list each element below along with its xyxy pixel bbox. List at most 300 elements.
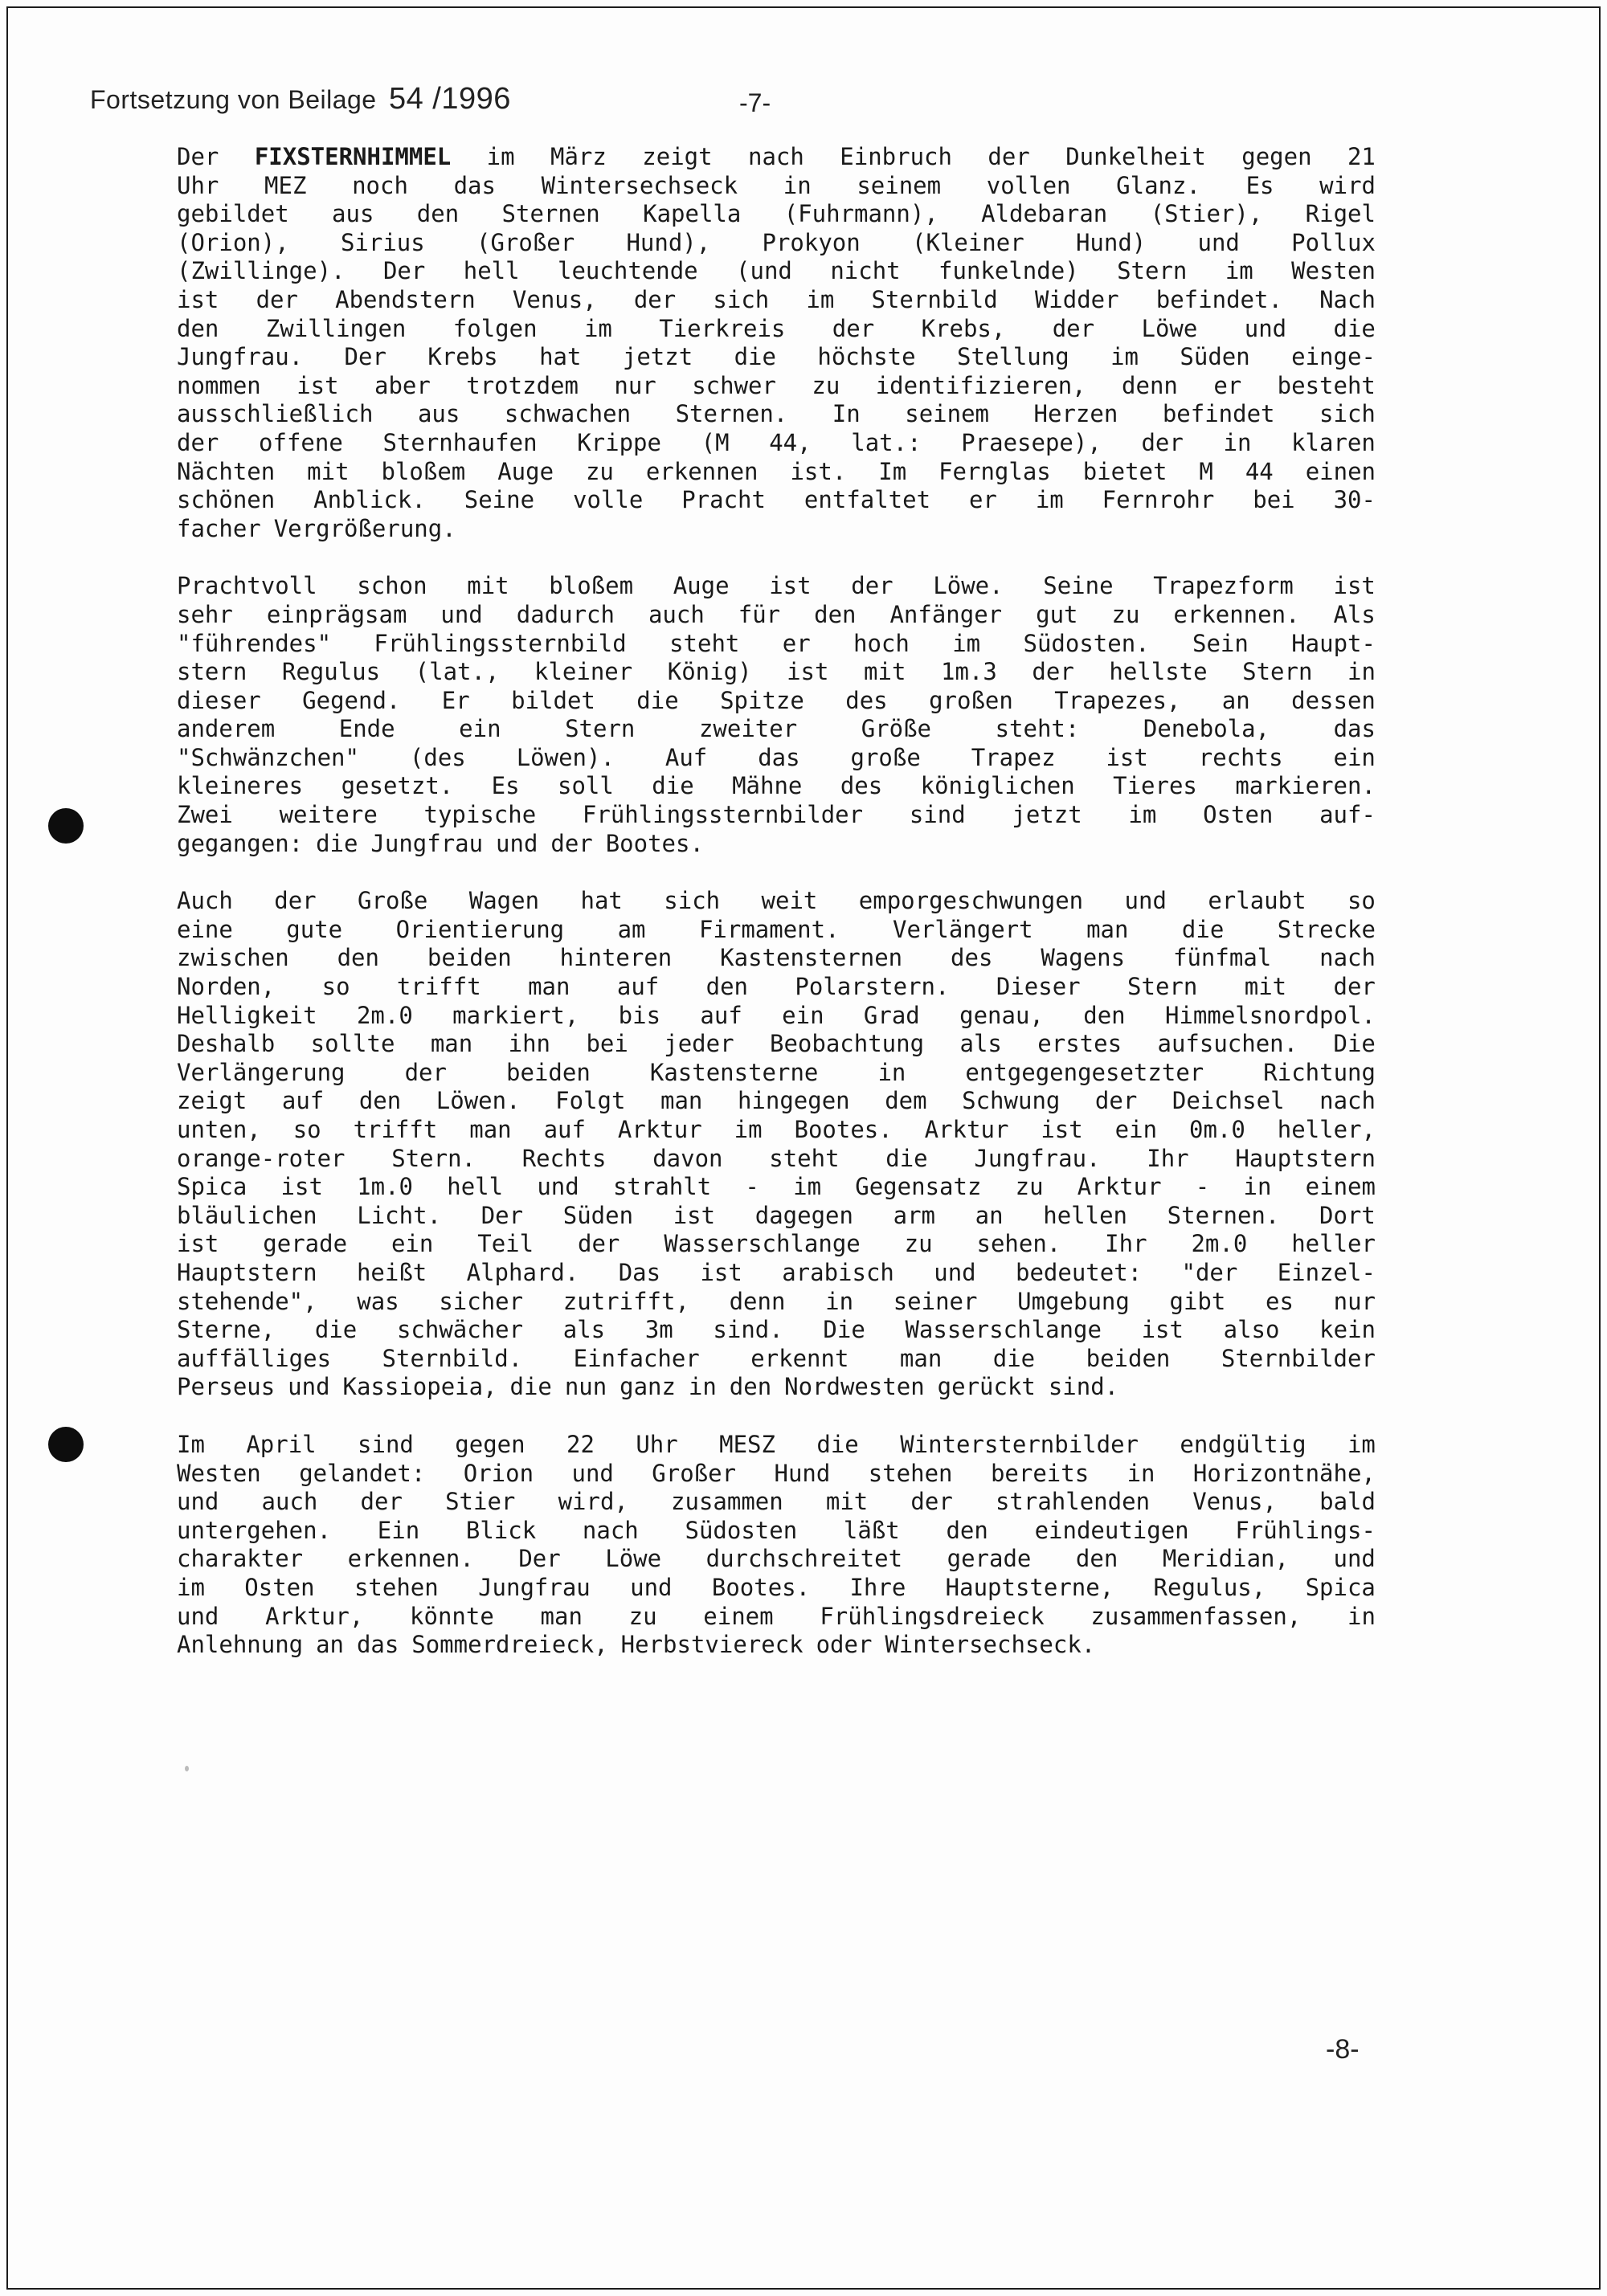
- word: und: [934, 1258, 976, 1286]
- word: sind.: [1048, 1373, 1119, 1401]
- word: Regulus,: [1153, 1573, 1266, 1601]
- word: Bootes.: [711, 1573, 811, 1601]
- word: Trapezes,: [1054, 686, 1181, 714]
- word: Osten: [244, 1573, 315, 1601]
- word: orange-roter: [177, 1144, 346, 1172]
- word: befindet.: [1155, 285, 1282, 313]
- text-line: [177, 1288, 1376, 1317]
- word: eindeutigen: [1034, 1516, 1189, 1544]
- word: den: [814, 600, 857, 628]
- word: Frühlingsdreieck: [820, 1602, 1045, 1630]
- word: Sternen.: [1167, 1201, 1280, 1229]
- word: facher: [177, 514, 261, 542]
- word: bedeutet:: [1015, 1258, 1143, 1286]
- word: und: [630, 1573, 673, 1601]
- word: Ihr: [1147, 1144, 1189, 1172]
- word: Perseus: [177, 1373, 276, 1401]
- word: gegen: [455, 1430, 525, 1458]
- word: des: [845, 686, 888, 714]
- word: Grad: [863, 1001, 920, 1029]
- word: Zwei: [177, 801, 233, 829]
- word: schwachen: [504, 400, 632, 428]
- word: so: [321, 973, 350, 1001]
- word: Kapella: [643, 200, 742, 228]
- word: Große: [358, 887, 428, 915]
- punch-hole-lower: [48, 1427, 84, 1462]
- word: auf: [616, 973, 660, 1001]
- word: den: [177, 314, 219, 342]
- word: einem: [1305, 1173, 1376, 1201]
- word: königlichen: [920, 772, 1075, 800]
- word: untergehen.: [177, 1516, 332, 1544]
- word: Stern.: [391, 1144, 476, 1172]
- paragraph: [177, 1431, 1376, 1660]
- word: steht: [769, 1144, 840, 1172]
- text-line: [177, 772, 1376, 801]
- word: Im: [878, 457, 907, 485]
- word: trotzdem: [466, 371, 579, 399]
- word: Sternen.: [675, 400, 788, 428]
- word: und: [571, 1459, 614, 1487]
- word: MESZ: [719, 1430, 775, 1458]
- word: davon: [652, 1144, 723, 1172]
- word: steht:: [995, 715, 1080, 743]
- word: Sein: [1192, 629, 1249, 657]
- word: als: [562, 1316, 606, 1344]
- word: Helligkeit: [177, 1001, 317, 1029]
- word: Der: [382, 257, 426, 285]
- word: und: [1124, 887, 1167, 915]
- word: zu: [1015, 1173, 1044, 1201]
- word: Südosten.: [1023, 629, 1150, 657]
- word: Pollux: [1291, 228, 1376, 256]
- word: in: [783, 171, 812, 199]
- word: Süden: [562, 1201, 634, 1229]
- word: schwächer: [396, 1316, 524, 1344]
- text-line: [177, 601, 1376, 630]
- word: Der: [177, 143, 219, 170]
- word: auch: [261, 1488, 318, 1516]
- word: Himmelsnordpol.: [1165, 1001, 1376, 1029]
- word: sich: [713, 285, 770, 313]
- text-line: [177, 1631, 1376, 1660]
- word: gebildet: [177, 200, 289, 228]
- word: trifft: [396, 973, 481, 1001]
- text-line: [177, 229, 1376, 258]
- word: Es: [1245, 171, 1274, 199]
- word: arabisch: [782, 1258, 894, 1286]
- word: in: [877, 1058, 906, 1086]
- word: und: [177, 1488, 219, 1516]
- text-line: [177, 572, 1376, 601]
- word: man: [469, 1116, 512, 1143]
- word: Arktur: [617, 1116, 702, 1143]
- word: Sirius: [340, 228, 425, 256]
- word: der: [910, 1488, 953, 1516]
- word: Pracht: [681, 486, 766, 514]
- word: Die: [1333, 1030, 1376, 1058]
- word: kleineres: [177, 772, 304, 800]
- word: durchschreitet: [705, 1545, 903, 1573]
- text-line: [177, 1030, 1376, 1059]
- word: Umgebung: [1017, 1287, 1130, 1315]
- word: schwer: [692, 371, 776, 399]
- word: sehr: [177, 600, 233, 628]
- word: Haupt-: [1291, 629, 1376, 657]
- word: identifizieren,: [875, 371, 1086, 399]
- word: ist: [1141, 1316, 1184, 1344]
- word: Mähne: [732, 772, 803, 800]
- word: Firmament.: [698, 915, 840, 943]
- word: Hauptstern: [177, 1258, 317, 1286]
- word: in: [1223, 428, 1252, 456]
- word: März: [550, 143, 607, 170]
- word: Horizontnähe,: [1192, 1459, 1376, 1487]
- word: Venus,: [512, 285, 597, 313]
- word: 21: [1347, 143, 1376, 170]
- word: hoch: [853, 629, 910, 657]
- word: bis: [618, 1001, 661, 1029]
- word: nicht: [830, 257, 901, 285]
- word: an: [316, 1631, 344, 1659]
- word: erkennen: [645, 457, 759, 485]
- text-line: [177, 143, 1376, 172]
- word: Seine: [464, 486, 535, 514]
- word: in: [1243, 1173, 1272, 1201]
- word: und: [1197, 228, 1240, 256]
- text-line: [177, 1431, 1376, 1460]
- word: den: [1083, 1001, 1126, 1029]
- word: Schwung: [962, 1087, 1061, 1115]
- word: Bootes.: [794, 1116, 893, 1143]
- word: also: [1223, 1316, 1280, 1344]
- word: stehen: [354, 1573, 439, 1601]
- word: der: [578, 1230, 620, 1258]
- word: In: [832, 400, 861, 428]
- word: Krebs: [427, 343, 498, 371]
- word: Frühlings-: [1235, 1516, 1376, 1544]
- word: Ihr: [1105, 1230, 1147, 1258]
- word: Zwillingen: [265, 314, 407, 342]
- text-line: [177, 1545, 1376, 1574]
- punch-hole-upper: [48, 808, 84, 844]
- article-body: [177, 143, 1376, 1689]
- word: nach: [582, 1516, 639, 1544]
- text-line: [177, 429, 1376, 458]
- text-line: [177, 172, 1376, 201]
- word: hellste: [1109, 658, 1208, 686]
- word: aber: [374, 371, 431, 399]
- word: Teil: [477, 1230, 534, 1258]
- word: erstes: [1037, 1030, 1122, 1058]
- word: der: [1141, 428, 1184, 456]
- word: der: [256, 285, 298, 313]
- word: Aldebaran: [981, 200, 1108, 228]
- word: Ihre: [849, 1573, 906, 1601]
- word: M: [1199, 457, 1213, 485]
- word: ganz: [619, 1373, 676, 1401]
- word: Wasserschlange: [664, 1230, 861, 1258]
- word: Norden,: [177, 973, 276, 1001]
- paragraph: [177, 887, 1376, 1402]
- word: im: [734, 1116, 763, 1143]
- word: Stern: [1117, 257, 1188, 285]
- text-line: [177, 400, 1376, 429]
- word: Rechts: [521, 1144, 607, 1172]
- word: Kassiopeia,: [342, 1373, 497, 1401]
- word: Rigel: [1305, 200, 1376, 228]
- word: Hund): [1075, 228, 1147, 256]
- word: (M: [701, 428, 730, 456]
- text-line: [177, 343, 1376, 372]
- word: MEZ: [264, 171, 307, 199]
- word: er: [1213, 371, 1242, 399]
- word: 2m.0: [356, 1001, 413, 1029]
- word: leuchtende: [558, 257, 698, 285]
- word: sicher: [439, 1287, 524, 1315]
- word: Stern: [1127, 973, 1198, 1001]
- word: der: [274, 887, 317, 915]
- word: 44: [1245, 457, 1274, 485]
- word: sich: [664, 887, 721, 915]
- word: ist: [296, 371, 339, 399]
- word: Sterne,: [177, 1316, 276, 1344]
- word: lat.:: [851, 428, 922, 456]
- word: König): [667, 658, 752, 686]
- word: vollen: [986, 171, 1071, 199]
- word: kein: [1319, 1316, 1376, 1344]
- word: erlaubt: [1208, 887, 1306, 915]
- word: 2m.0: [1191, 1230, 1248, 1258]
- word: den: [416, 200, 460, 228]
- word: Er: [441, 686, 470, 714]
- word: sollte: [310, 1030, 395, 1058]
- text-line: [177, 687, 1376, 716]
- word: Einbruch: [840, 143, 952, 170]
- word: Spica: [177, 1173, 247, 1201]
- text-line: [177, 630, 1376, 659]
- word: stern: [177, 658, 247, 686]
- word: hell: [447, 1173, 504, 1201]
- word: Folgt: [555, 1087, 626, 1115]
- word: seinem: [857, 171, 942, 199]
- word: -: [1195, 1173, 1210, 1201]
- word: besteht: [1277, 371, 1376, 399]
- word: fünfmal: [1173, 944, 1272, 972]
- word: die: [1333, 314, 1376, 342]
- word: wird: [1319, 171, 1376, 199]
- word: ist: [1106, 743, 1148, 771]
- word: Jungfrau: [370, 829, 484, 857]
- word: Wagens: [1041, 944, 1126, 972]
- word: rechts: [1198, 743, 1283, 771]
- word: den: [705, 973, 749, 1001]
- word: dessen: [1291, 686, 1376, 714]
- word: Ein: [377, 1516, 420, 1544]
- word: einprägsam: [266, 600, 407, 628]
- word: der: [988, 143, 1030, 170]
- word: markieren.: [1235, 772, 1376, 800]
- word: anderem: [177, 715, 276, 743]
- word: für: [738, 600, 781, 628]
- word: das: [453, 171, 496, 199]
- word: Die: [823, 1316, 865, 1344]
- word: Arktur,: [265, 1602, 364, 1630]
- word: ein: [1114, 1116, 1158, 1143]
- word: ist: [177, 285, 219, 313]
- word: gerückt: [937, 1373, 1036, 1401]
- text-line: [177, 1316, 1376, 1345]
- word: gibt: [1169, 1287, 1226, 1315]
- word: erkennt: [750, 1344, 849, 1372]
- word: man: [899, 1344, 943, 1372]
- word: das: [758, 743, 800, 771]
- text-line: [177, 1603, 1376, 1632]
- word: den: [946, 1516, 988, 1544]
- word: nach: [1319, 1087, 1376, 1115]
- word: schönen: [177, 486, 276, 514]
- word: man: [1086, 915, 1129, 943]
- word: typische: [423, 801, 537, 829]
- word: -: [745, 1173, 759, 1201]
- text-line: [177, 1259, 1376, 1288]
- word: zusammen: [671, 1488, 783, 1516]
- word: einen: [1305, 457, 1376, 485]
- word: Bootes.: [605, 829, 704, 857]
- word: April: [246, 1430, 317, 1458]
- word: Uhr: [636, 1430, 678, 1458]
- text-line: [177, 315, 1376, 344]
- word: Stellung: [957, 343, 1069, 371]
- word: der: [177, 428, 219, 456]
- word: entfaltet: [804, 486, 931, 514]
- word: Einzel-: [1277, 1258, 1376, 1286]
- word: und: [1244, 314, 1287, 342]
- word: Nach: [1319, 285, 1376, 313]
- word: Das: [618, 1258, 661, 1286]
- word: sich: [1319, 400, 1376, 428]
- word: die: [816, 1430, 859, 1458]
- word: der: [550, 829, 593, 857]
- word: Löwe: [1141, 314, 1198, 342]
- word: bei: [1253, 486, 1295, 514]
- word: Verlängert: [893, 915, 1033, 943]
- word: volle: [572, 486, 644, 514]
- word: dadurch: [516, 600, 615, 628]
- word: Auge: [673, 572, 730, 600]
- word: zwischen: [177, 944, 289, 972]
- word: seiner: [893, 1287, 978, 1315]
- word: (Stier),: [1150, 200, 1263, 228]
- word: ist: [673, 1201, 716, 1229]
- word: was: [357, 1287, 399, 1315]
- word: Prokyon: [762, 228, 861, 256]
- word: im: [806, 285, 835, 313]
- word: im: [583, 314, 612, 342]
- word: stehende",: [177, 1287, 317, 1315]
- word: hellen: [1043, 1201, 1128, 1229]
- word: ist: [700, 1258, 742, 1286]
- word: Süden: [1180, 343, 1250, 371]
- word: Richtung: [1263, 1058, 1376, 1086]
- word: gesetzt.: [341, 772, 454, 800]
- word: oder: [816, 1631, 873, 1659]
- paper-speck: [185, 1766, 189, 1771]
- word: Regulus: [281, 658, 381, 686]
- continuation-header: [90, 82, 511, 116]
- text-line: [177, 1345, 1376, 1374]
- word: 3m: [644, 1316, 673, 1344]
- word: wird,: [558, 1488, 628, 1516]
- word: Hund: [774, 1459, 831, 1487]
- word: Anlehnung: [177, 1631, 304, 1659]
- word: die: [652, 772, 694, 800]
- word: Stern: [565, 715, 636, 743]
- word: Wasserschlange: [905, 1316, 1102, 1344]
- word: man: [540, 1602, 583, 1630]
- word: dem: [885, 1087, 927, 1115]
- word: bei: [586, 1030, 628, 1058]
- word: Sternbild: [871, 285, 998, 313]
- word: gerade: [947, 1545, 1032, 1573]
- word: Strecke: [1277, 915, 1376, 943]
- word: Widder: [1034, 285, 1119, 313]
- word: Verlängerung: [177, 1058, 346, 1086]
- text-line: [177, 1059, 1376, 1088]
- word: Der: [518, 1545, 561, 1573]
- word: Ende: [338, 715, 395, 743]
- word: große: [850, 743, 921, 771]
- word: aus: [332, 200, 374, 228]
- word: Arktur: [1077, 1173, 1162, 1201]
- word: das: [1333, 715, 1376, 743]
- word: mit: [1244, 973, 1287, 1001]
- word: im: [1035, 486, 1064, 514]
- text-line: [177, 1230, 1376, 1259]
- word: zutrifft,: [562, 1287, 689, 1315]
- text-line: [177, 1460, 1376, 1489]
- word: sind: [909, 801, 966, 829]
- word: sehen.: [976, 1230, 1061, 1258]
- word: ist.: [790, 457, 847, 485]
- word: offene: [259, 428, 343, 456]
- word: Sternbilder: [1221, 1344, 1376, 1372]
- word: kleiner: [534, 658, 633, 686]
- word: in: [1347, 1602, 1376, 1630]
- word: des: [951, 944, 993, 972]
- word: Sternbild.: [382, 1344, 523, 1372]
- word: Größe: [861, 715, 932, 743]
- word: Hauptsterne,: [945, 1573, 1114, 1601]
- word: die: [885, 1144, 928, 1172]
- word: auf: [700, 1001, 742, 1029]
- word: Es: [491, 772, 520, 800]
- word: die: [314, 1316, 358, 1344]
- word: ein: [782, 1001, 824, 1029]
- word: Frühlingssternbilder: [582, 801, 864, 829]
- page-number: -7-: [739, 88, 771, 117]
- word: gut: [1036, 600, 1078, 628]
- word: markiert,: [452, 1001, 579, 1029]
- word: im: [177, 1573, 205, 1601]
- word: (des: [409, 743, 466, 771]
- text-line: [177, 486, 1376, 515]
- text-line: [177, 1574, 1376, 1603]
- word: klaren: [1291, 428, 1376, 456]
- word: die: [316, 829, 358, 857]
- word: er: [968, 486, 997, 514]
- word: Auf: [664, 743, 708, 771]
